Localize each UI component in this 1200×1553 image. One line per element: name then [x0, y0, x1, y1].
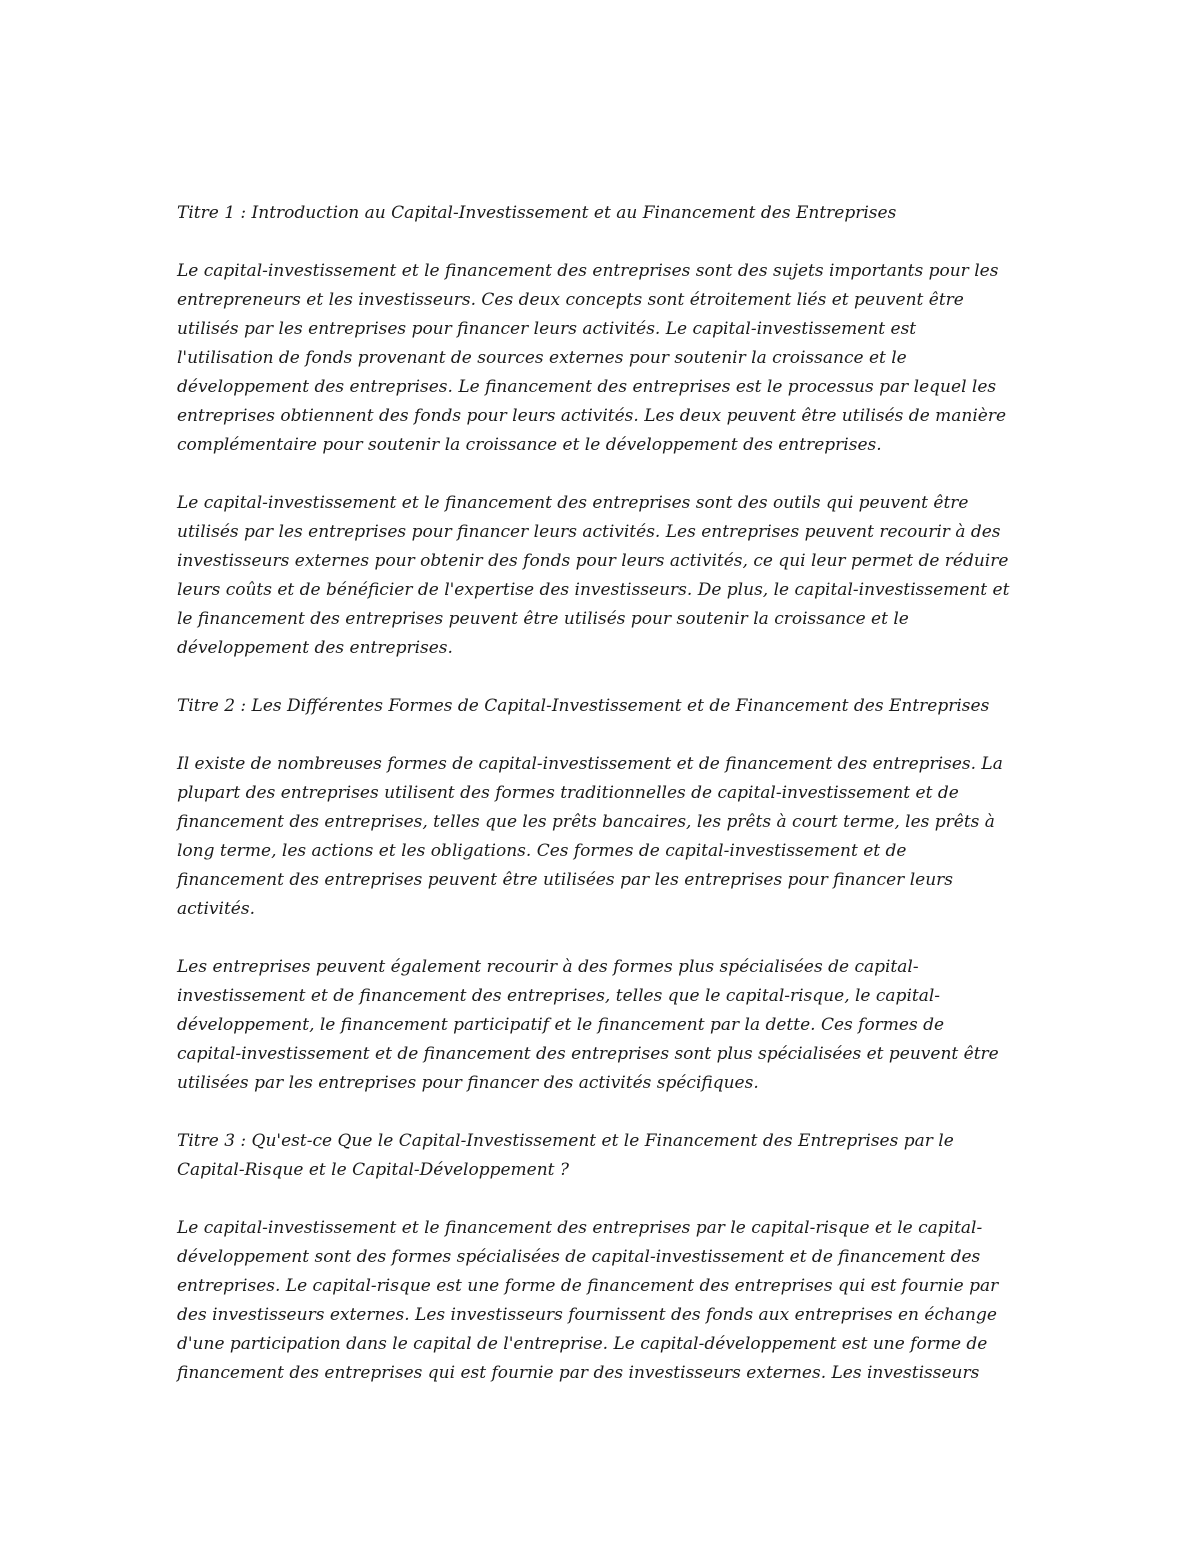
text-line: entreprises. Le capital-risque est une forme de financement des entreprises qui est fournie par: [177, 1276, 999, 1296]
document-body: [177, 199, 1037, 1388]
text-line: utilisées par les entreprises pour financer des activités spécifiques.: [177, 1073, 759, 1093]
section-1: [177, 199, 1037, 663]
text-line: financement des entreprises, telles que les prêts bancaires, les prêts à court terme, les prêts à: [177, 812, 995, 832]
paragraph-spacer: [177, 721, 1037, 750]
paragraph-spacer: [177, 1098, 1037, 1127]
text-line: développement des entreprises. Le financement des entreprises est le processus par lequel les: [177, 377, 997, 397]
text-line: développement sont des formes spécialisées de capital-investissement et de financement des: [177, 1247, 981, 1267]
text-line: développement des entreprises.: [177, 638, 453, 658]
paragraph-spacer: [177, 228, 1037, 257]
section-heading: [177, 1127, 1037, 1185]
text-line: financement des entreprises qui est fournie par des investisseurs externes. Les investisseurs: [177, 1363, 980, 1383]
text-line: Le capital-investissement et le financement des entreprises sont des outils qui peuvent être: [177, 493, 969, 513]
paragraph: [177, 953, 1037, 1098]
text-line: l'utilisation de fonds provenant de sources externes pour soutenir la croissance et le: [177, 348, 907, 368]
paragraph: [177, 750, 1037, 924]
text-line: d'une participation dans le capital de l'entreprise. Le capital-développement est une forme de: [177, 1334, 988, 1354]
paragraph: [177, 1214, 1037, 1388]
section-heading: [177, 692, 1037, 721]
text-line: Il existe de nombreuses formes de capital-investissement et de financement des entreprises. La: [177, 754, 1003, 774]
paragraph: [177, 489, 1037, 663]
text-line: Le capital-investissement et le financement des entreprises sont des sujets importants pour les: [177, 261, 999, 281]
text-line: leurs coûts et de bénéficier de l'expertise des investisseurs. De plus, le capital-investissement et: [177, 580, 1010, 600]
heading-line: Capital-Risque et le Capital-Développement ?: [177, 1160, 570, 1180]
heading-line: Titre 3 : Qu'est-ce Que le Capital-Investissement et le Financement des Entreprises par le: [177, 1131, 954, 1151]
text-line: investissement et de financement des entreprises, telles que le capital-risque, le capital-: [177, 986, 941, 1006]
text-line: développement, le financement participatif et le financement par la dette. Ces formes de: [177, 1015, 945, 1035]
text-line: utilisés par les entreprises pour financer leurs activités. Le capital-investissement est: [177, 319, 917, 339]
heading-line: Titre 2 : Les Différentes Formes de Capital-Investissement et de Financement des Entreprises: [177, 696, 990, 716]
section-3: [177, 1127, 1037, 1388]
text-line: des investisseurs externes. Les investisseurs fournissent des fonds aux entreprises en échange: [177, 1305, 997, 1325]
text-line: financement des entreprises peuvent être utilisées par les entreprises pour financer leurs: [177, 870, 953, 890]
text-line: utilisés par les entreprises pour financer leurs activités. Les entreprises peuvent recourir à des: [177, 522, 1001, 542]
paragraph-spacer: [177, 663, 1037, 692]
text-line: complémentaire pour soutenir la croissance et le développement des entreprises.: [177, 435, 882, 455]
text-line: capital-investissement et de financement des entreprises sont plus spécialisées et peuvent être: [177, 1044, 999, 1064]
text-line: le financement des entreprises peuvent être utilisés pour soutenir la croissance et le: [177, 609, 909, 629]
paragraph: [177, 257, 1037, 460]
text-line: Les entreprises peuvent également recourir à des formes plus spécialisées de capital-: [177, 957, 919, 977]
text-line: plupart des entreprises utilisent des formes traditionnelles de capital-investissement et de: [177, 783, 959, 803]
paragraph-spacer: [177, 460, 1037, 489]
text-line: entrepreneurs et les investisseurs. Ces deux concepts sont étroitement liés et peuvent être: [177, 290, 964, 310]
paragraph-spacer: [177, 924, 1037, 953]
heading-line: Titre 1 : Introduction au Capital-Investissement et au Financement des Entreprises: [177, 203, 897, 223]
text-line: investisseurs externes pour obtenir des fonds pour leurs activités, ce qui leur permet de réduire: [177, 551, 1009, 571]
text-line: entreprises obtiennent des fonds pour leurs activités. Les deux peuvent être utilisés de manière: [177, 406, 1007, 426]
text-line: activités.: [177, 899, 255, 919]
paragraph-spacer: [177, 1185, 1037, 1214]
section-2: [177, 692, 1037, 1098]
section-heading: [177, 199, 1037, 228]
text-line: Le capital-investissement et le financement des entreprises par le capital-risque et le capital-: [177, 1218, 983, 1238]
text-line: long terme, les actions et les obligations. Ces formes de capital-investissement et de: [177, 841, 907, 861]
